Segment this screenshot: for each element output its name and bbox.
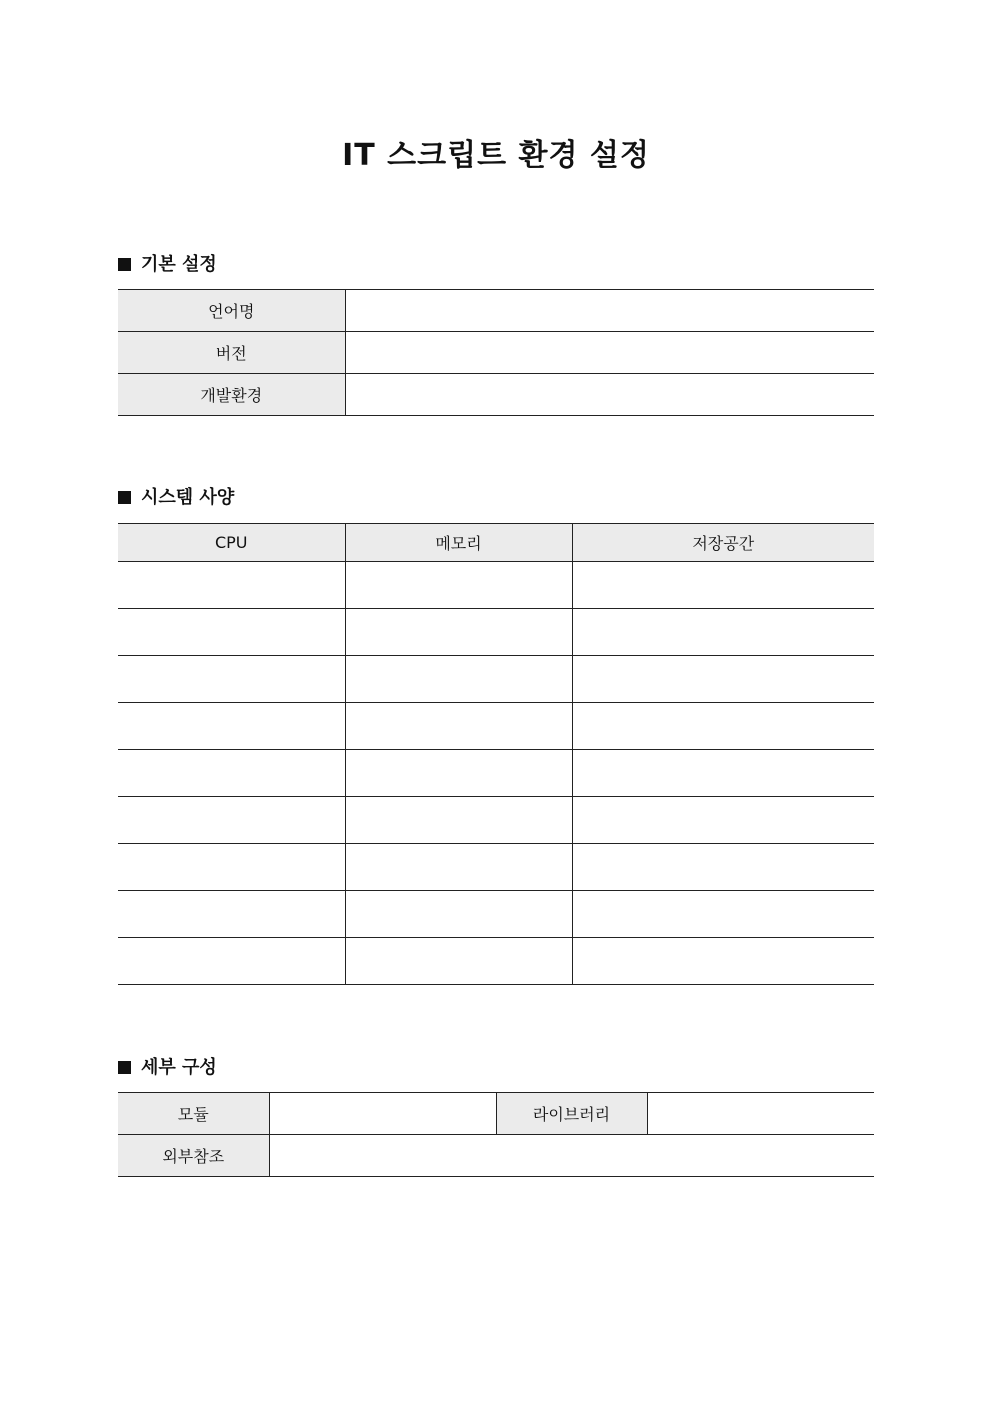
system-spec-table <box>118 523 874 985</box>
section-heading-detail-label: 세부 구성 <box>141 1057 217 1078</box>
memory-cell[interactable] <box>345 797 572 844</box>
table-row <box>118 1135 874 1177</box>
cpu-cell[interactable] <box>118 891 345 938</box>
page-title: IT 스크립트 환경 설정 <box>342 138 650 173</box>
section-heading-basic <box>118 252 217 278</box>
table-row <box>118 797 874 844</box>
version-label: 버전 <box>118 332 345 374</box>
storage-cell[interactable] <box>572 562 874 609</box>
column-header-memory: 메모리 <box>345 524 572 562</box>
table-row <box>118 290 874 332</box>
square-bullet-icon <box>118 1061 131 1074</box>
cpu-cell[interactable] <box>118 703 345 750</box>
table-row <box>118 1093 874 1135</box>
storage-cell[interactable] <box>572 938 874 985</box>
memory-cell[interactable] <box>345 656 572 703</box>
storage-cell[interactable] <box>572 656 874 703</box>
memory-cell[interactable] <box>345 703 572 750</box>
storage-cell[interactable] <box>572 609 874 656</box>
cpu-cell[interactable] <box>118 609 345 656</box>
memory-cell[interactable] <box>345 891 572 938</box>
square-bullet-icon <box>118 491 131 504</box>
storage-cell[interactable] <box>572 797 874 844</box>
language-name-label: 언어명 <box>118 290 345 332</box>
table-row <box>118 656 874 703</box>
detail-config-table <box>118 1092 874 1177</box>
column-header-cpu: CPU <box>118 524 345 562</box>
table-row <box>118 609 874 656</box>
section-heading-spec <box>118 485 234 511</box>
cpu-cell[interactable] <box>118 797 345 844</box>
external-reference-field[interactable] <box>269 1135 874 1177</box>
table-row <box>118 332 874 374</box>
cpu-cell[interactable] <box>118 562 345 609</box>
section-heading-detail <box>118 1055 217 1081</box>
external-reference-label: 외부참조 <box>118 1135 269 1177</box>
table-row <box>118 891 874 938</box>
column-header-storage: 저장공간 <box>572 524 874 562</box>
module-field[interactable] <box>269 1093 496 1135</box>
storage-cell[interactable] <box>572 891 874 938</box>
cpu-cell[interactable] <box>118 750 345 797</box>
memory-cell[interactable] <box>345 844 572 891</box>
cpu-cell[interactable] <box>118 656 345 703</box>
table-row <box>118 844 874 891</box>
table-row <box>118 750 874 797</box>
section-heading-basic-label: 기본 설정 <box>141 254 217 275</box>
section-heading-spec-label: 시스템 사양 <box>141 487 235 508</box>
library-label: 라이브러리 <box>496 1093 647 1135</box>
cpu-cell[interactable] <box>118 844 345 891</box>
storage-cell[interactable] <box>572 844 874 891</box>
table-header-row <box>118 524 874 562</box>
basic-settings-table <box>118 289 874 416</box>
version-field[interactable] <box>345 332 874 374</box>
square-bullet-icon <box>118 258 131 271</box>
table-row <box>118 374 874 416</box>
dev-environment-field[interactable] <box>345 374 874 416</box>
memory-cell[interactable] <box>345 562 572 609</box>
table-row <box>118 562 874 609</box>
memory-cell[interactable] <box>345 609 572 656</box>
language-name-field[interactable] <box>345 290 874 332</box>
dev-environment-label: 개발환경 <box>118 374 345 416</box>
table-row <box>118 938 874 985</box>
storage-cell[interactable] <box>572 750 874 797</box>
memory-cell[interactable] <box>345 750 572 797</box>
library-field[interactable] <box>647 1093 874 1135</box>
module-label: 모듈 <box>118 1093 269 1135</box>
table-row <box>118 703 874 750</box>
cpu-cell[interactable] <box>118 938 345 985</box>
storage-cell[interactable] <box>572 703 874 750</box>
memory-cell[interactable] <box>345 938 572 985</box>
